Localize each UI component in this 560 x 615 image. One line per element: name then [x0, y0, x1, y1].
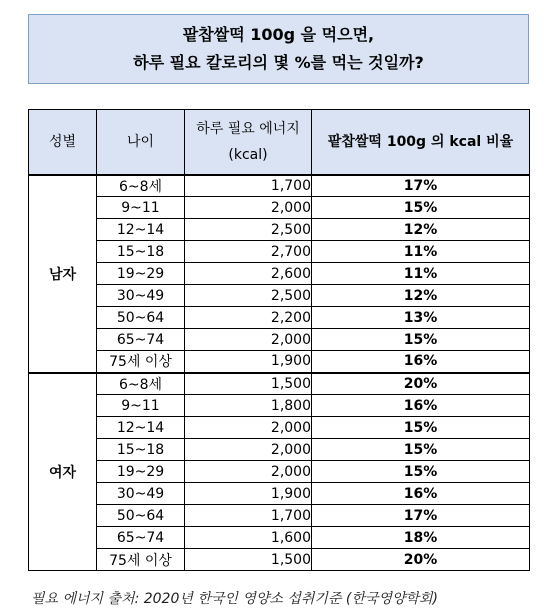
ratio-cell: 12%: [312, 285, 530, 307]
table-row: [29, 505, 530, 527]
table-row: [29, 461, 530, 483]
energy-cell: 2,200: [185, 307, 312, 329]
age-cell: 30~49: [97, 483, 185, 505]
header-ratio: 팥찹쌀떡 100g 의 kcal 비율: [312, 110, 530, 175]
age-cell: 15~18: [97, 439, 185, 461]
age-cell: 65~74: [97, 329, 185, 351]
age-cell: 75세 이상: [97, 549, 185, 571]
energy-cell: 2,700: [185, 241, 312, 263]
table-row: [29, 417, 530, 439]
age-cell: 19~29: [97, 461, 185, 483]
ratio-cell: 16%: [312, 351, 530, 373]
energy-table: [28, 109, 530, 571]
table-header-row: [29, 110, 530, 175]
table-row: [29, 483, 530, 505]
energy-cell: 1,500: [185, 549, 312, 571]
header-gender: 성별: [29, 110, 97, 175]
ratio-cell: 13%: [312, 307, 530, 329]
age-cell: 9~11: [97, 197, 185, 219]
table-row: [29, 329, 530, 351]
header-energy: 하루 필요 에너지 (kcal): [185, 110, 312, 175]
age-cell: 12~14: [97, 417, 185, 439]
gender-cell-male: 남자: [29, 175, 97, 373]
energy-cell: 2,000: [185, 461, 312, 483]
ratio-cell: 15%: [312, 197, 530, 219]
female-group: [29, 373, 530, 571]
table-row: [29, 351, 530, 373]
table-row: [29, 263, 530, 285]
age-cell: 75세 이상: [97, 351, 185, 373]
energy-cell: 1,500: [185, 373, 312, 395]
energy-cell: 2,000: [185, 329, 312, 351]
age-cell: 12~14: [97, 219, 185, 241]
ratio-cell: 11%: [312, 241, 530, 263]
table-row: [29, 175, 530, 197]
table-row: [29, 439, 530, 461]
age-cell: 6~8세: [97, 373, 185, 395]
title-box: [28, 14, 529, 84]
source-footnote: 필요 에너지 출처: 2020년 한국인 영양소 섭취기준 (한국영양학회): [31, 591, 438, 607]
table-row: [29, 307, 530, 329]
energy-cell: 2,000: [185, 197, 312, 219]
energy-cell: 2,500: [185, 285, 312, 307]
energy-cell: 1,800: [185, 395, 312, 417]
age-cell: 65~74: [97, 527, 185, 549]
energy-cell: 1,900: [185, 351, 312, 373]
age-cell: 30~49: [97, 285, 185, 307]
ratio-cell: 16%: [312, 483, 530, 505]
energy-cell: 1,700: [185, 175, 312, 197]
ratio-cell: 15%: [312, 439, 530, 461]
ratio-cell: 15%: [312, 329, 530, 351]
ratio-cell: 11%: [312, 263, 530, 285]
ratio-cell: 20%: [312, 549, 530, 571]
age-cell: 15~18: [97, 241, 185, 263]
male-group: [29, 175, 530, 373]
table-row: [29, 197, 530, 219]
age-cell: 19~29: [97, 263, 185, 285]
table-row: [29, 285, 530, 307]
energy-cell: 1,600: [185, 527, 312, 549]
table-row: [29, 549, 530, 571]
title-line-1: 팥찹쌀떡 100g 을 먹으면,: [182, 25, 375, 44]
ratio-cell: 15%: [312, 461, 530, 483]
age-cell: 50~64: [97, 307, 185, 329]
title-line-2: 하루 필요 칼로리의 몇 %를 먹는 것일까?: [133, 53, 424, 72]
table-row: [29, 527, 530, 549]
header-age: 나이: [97, 110, 185, 175]
table-row: [29, 219, 530, 241]
energy-cell: 1,900: [185, 483, 312, 505]
table-row: [29, 241, 530, 263]
age-cell: 6~8세: [97, 175, 185, 197]
age-cell: 50~64: [97, 505, 185, 527]
energy-cell: 2,000: [185, 417, 312, 439]
age-cell: 9~11: [97, 395, 185, 417]
energy-cell: 2,000: [185, 439, 312, 461]
energy-cell: 2,500: [185, 219, 312, 241]
ratio-cell: 15%: [312, 417, 530, 439]
ratio-cell: 17%: [312, 505, 530, 527]
ratio-cell: 16%: [312, 395, 530, 417]
ratio-cell: 20%: [312, 373, 530, 395]
ratio-cell: 18%: [312, 527, 530, 549]
energy-cell: 2,600: [185, 263, 312, 285]
table-row: [29, 395, 530, 417]
table-row: [29, 373, 530, 395]
ratio-cell: 17%: [312, 175, 530, 197]
gender-cell-female: 여자: [29, 373, 97, 571]
energy-cell: 1,700: [185, 505, 312, 527]
ratio-cell: 12%: [312, 219, 530, 241]
